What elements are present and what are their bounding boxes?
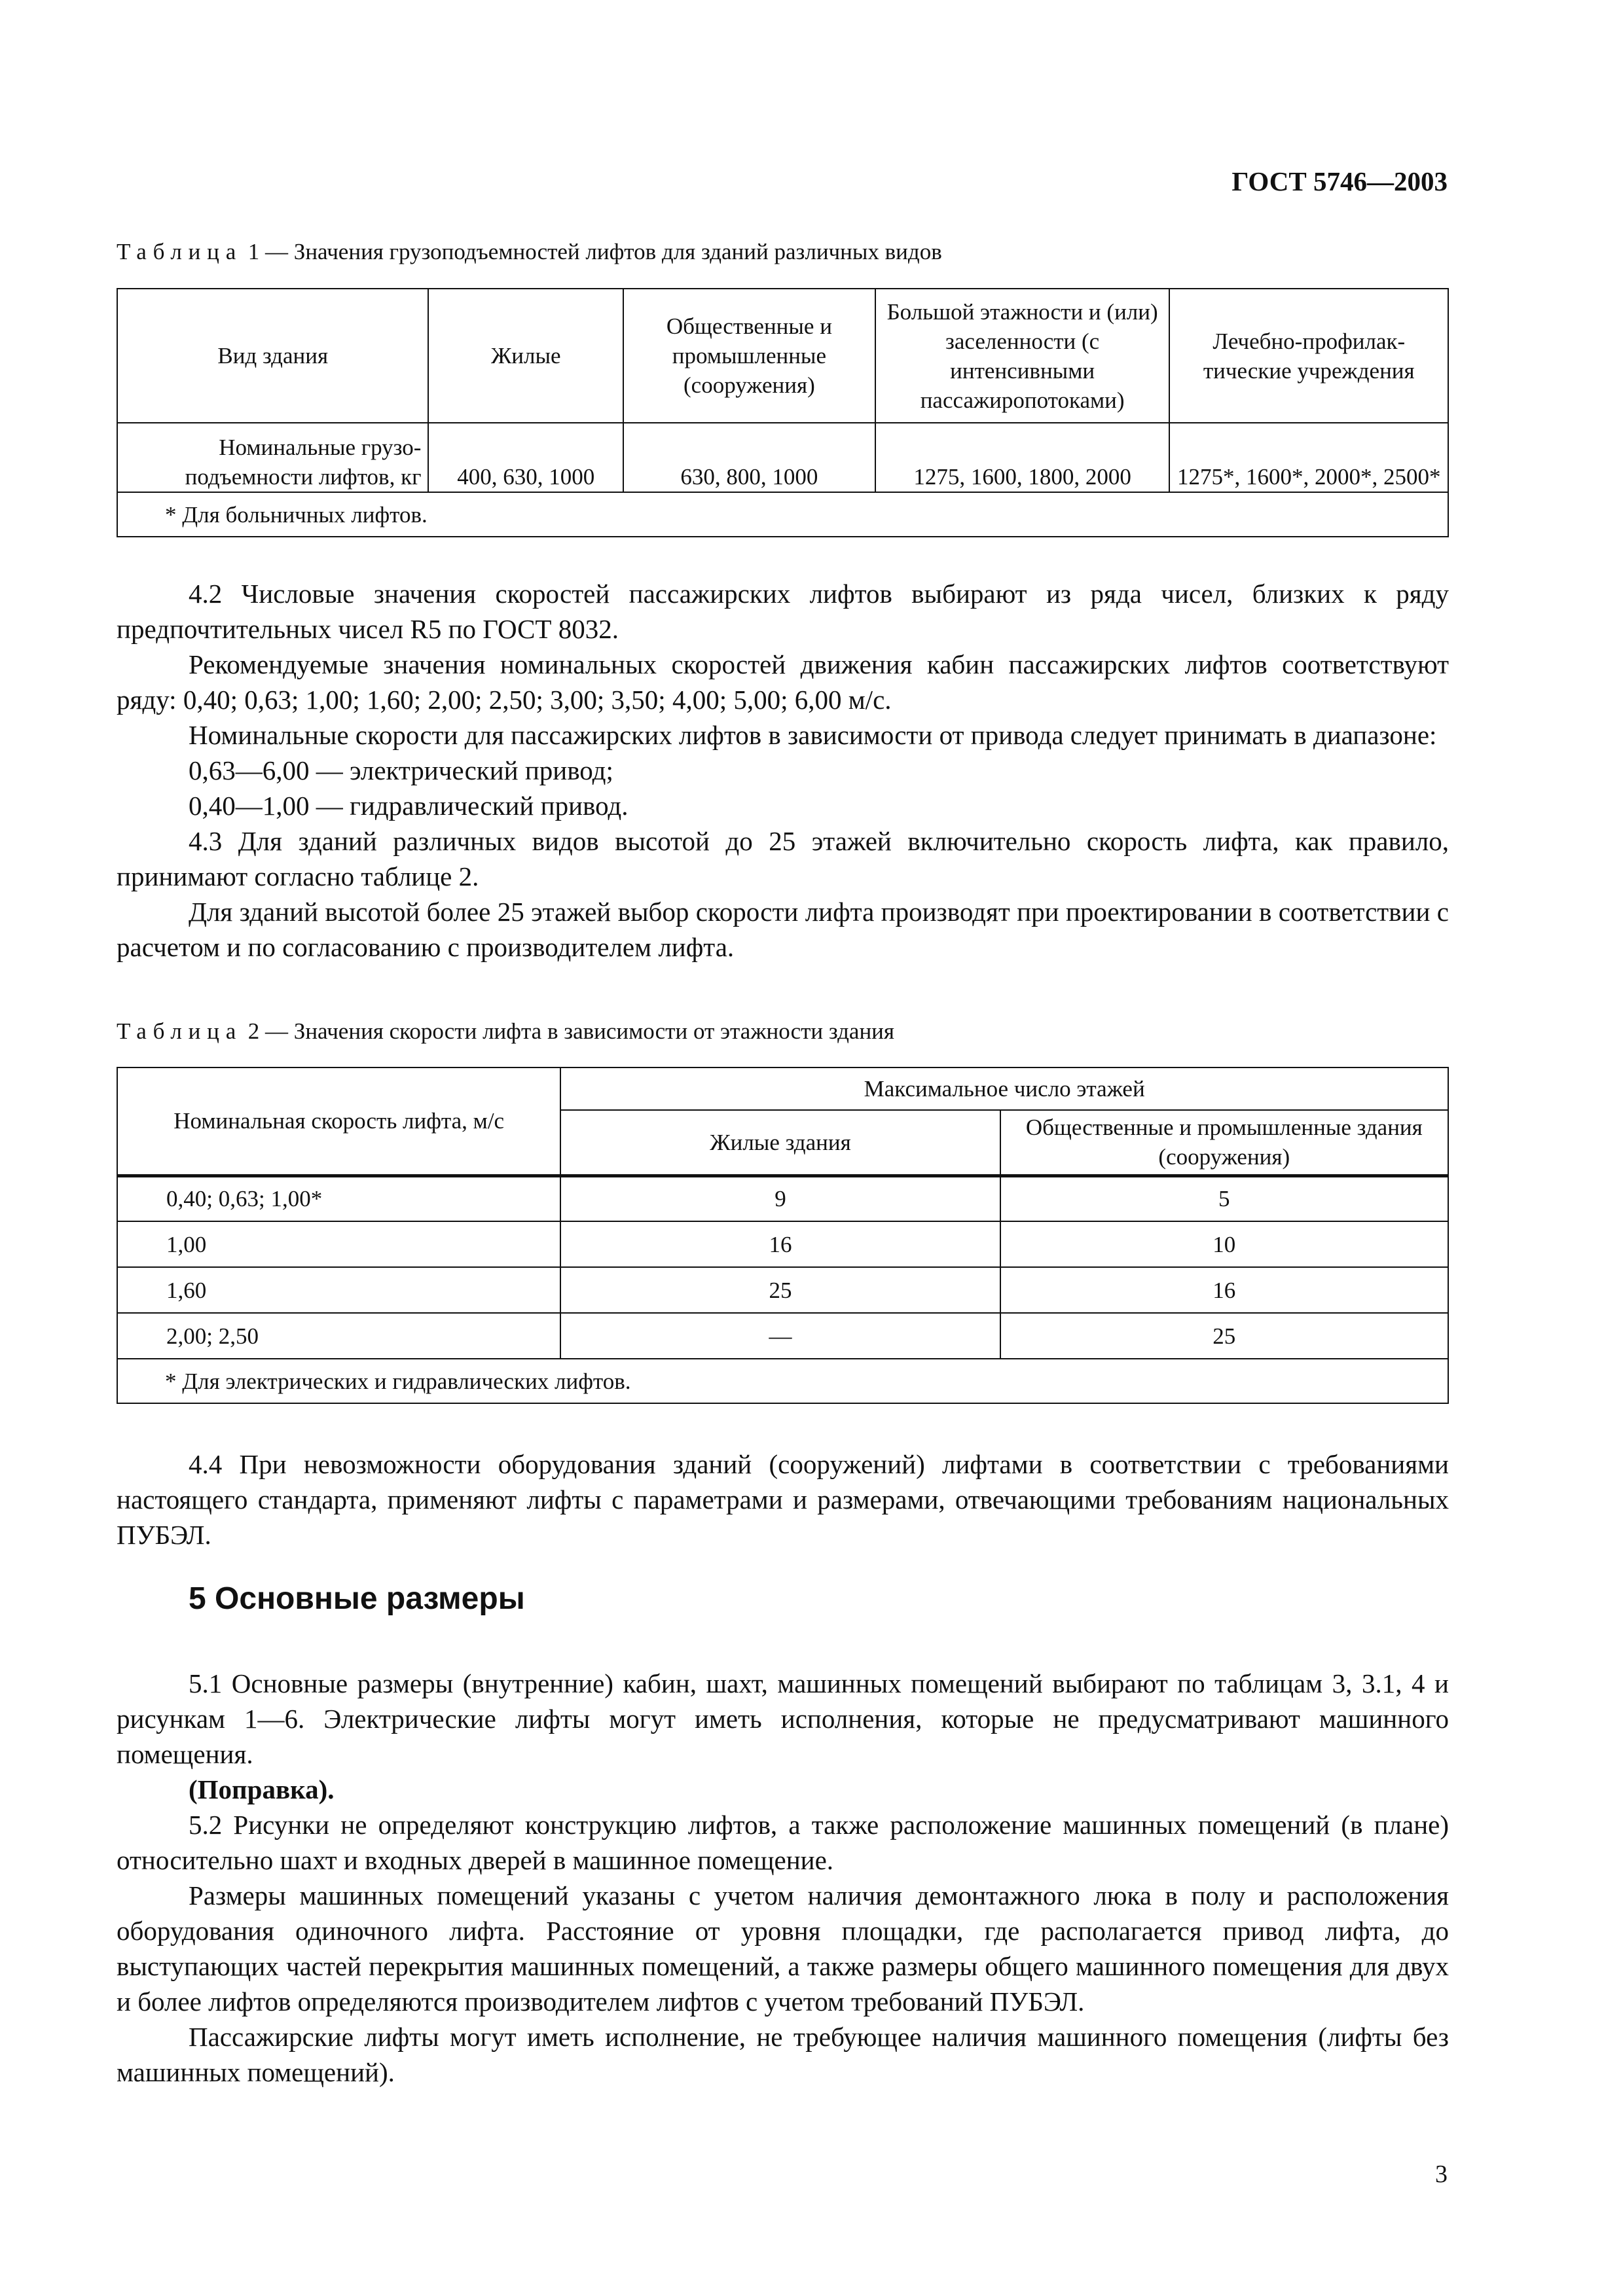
- table2-cell: —: [560, 1313, 1000, 1359]
- table2-cell: 16: [1000, 1267, 1448, 1313]
- table2-caption-text: 2 — Значения скорости лифта в зависимости от этажности здания: [242, 1018, 895, 1044]
- table1-caption-prefix: Таблица: [117, 239, 243, 264]
- paragraph: 0,63—6,00 — электрический привод;: [189, 755, 613, 785]
- table1-cell: 1275*, 1600*, 2000*, 2500*: [1169, 423, 1448, 492]
- paragraph: 4.2 Числовые значения скоростей пассажирских лифтов выбирают из ряда чисел, близких к ряду предпочтительных чисел R5 по ГОСТ 8032.: [117, 579, 1449, 644]
- table2-header-speed: Номинальная скорость лифта, м/с: [117, 1067, 560, 1175]
- paragraph: Номинальные скорости для пассажирских лифтов в зависимости от привода следует принимать в диапазоне:: [189, 720, 1437, 750]
- table2-cell: 2,00; 2,50: [117, 1313, 560, 1359]
- paragraph: 5.1 Основные размеры (внутренние) кабин, шахт, машинных помещений выбирают по таблицам 3, 3.1, 4 и рисункам 1—6. Электрические лифты могут иметь исполнения, которые не предусматривают машинного помещения.: [117, 1668, 1449, 1769]
- table2-cell: 1,60: [117, 1267, 560, 1313]
- table1-footnote: * Для больничных лифтов.: [117, 492, 1448, 537]
- table-row: [117, 1175, 1448, 1221]
- section4-text-b: [117, 1446, 1449, 1552]
- paragraph: Для зданий высотой более 25 этажей выбор скорости лифта производят при проектировании в соответствии с расчетом и по согласованию с производителем лифта.: [117, 897, 1449, 962]
- table1-header-cell: Лечебно-профилак-тические учреждения: [1169, 289, 1448, 423]
- table1-caption: [117, 239, 942, 265]
- section5-text: [117, 1666, 1449, 2090]
- table1-cell: 630, 800, 1000: [623, 423, 875, 492]
- section-title: 5 Основные размеры: [189, 1581, 525, 1616]
- table2-cell: 5: [1000, 1175, 1448, 1221]
- table2-cell: 25: [560, 1267, 1000, 1313]
- table1-header-cell: Вид здания: [117, 289, 428, 423]
- table-row: [117, 1221, 1448, 1267]
- table1-header-cell: Большой этажности и (или) заселенности (с интенсивными пассажиропотоками): [875, 289, 1170, 423]
- table2-caption-prefix: Таблица: [117, 1018, 243, 1044]
- table1-cell: Номинальные грузо-подъемности лифтов, кг: [117, 423, 428, 492]
- table2-header-public: Общественные и промышленные здания (сооружения): [1000, 1110, 1448, 1175]
- table1-footnote-row: [117, 492, 1448, 537]
- table2-footnote: * Для электрических и гидравлических лифтов.: [117, 1359, 1448, 1403]
- table-row: [117, 1313, 1448, 1359]
- table2-footnote-row: [117, 1359, 1448, 1403]
- table2-cell: 9: [560, 1175, 1000, 1221]
- table2-header-residential: Жилые здания: [560, 1110, 1000, 1175]
- table1-header-cell: Общественные и промышленные (сооружения): [623, 289, 875, 423]
- paragraph: Пассажирские лифты могут иметь исполнение, не требующее наличия машинного помещения (лифты без машинных помещений).: [117, 2022, 1449, 2087]
- table2-cell: 16: [560, 1221, 1000, 1267]
- table2-cell: 10: [1000, 1221, 1448, 1267]
- paragraph: 5.2 Рисунки не определяют конструкцию лифтов, а также расположение машинных помещений (в плане) относительно шахт и входных дверей в машинное помещение.: [117, 1810, 1449, 1875]
- amendment-note: [117, 1772, 1449, 1807]
- table-row: [117, 1267, 1448, 1313]
- table2-cell: 0,40; 0,63; 1,00*: [117, 1175, 560, 1221]
- paragraph: 4.3 Для зданий различных видов высотой до 25 этажей включительно скорость лифта, как правило, принимают согласно таблице 2.: [117, 826, 1449, 891]
- table1-cell: 400, 630, 1000: [428, 423, 623, 492]
- table1-cell: 1275, 1600, 1800, 2000: [875, 423, 1170, 492]
- document-header: ГОСТ 5746—2003: [1231, 166, 1448, 196]
- table1-header-cell: Жилые: [428, 289, 623, 423]
- paragraph: 4.4 При невозможности оборудования зданий (сооружений) лифтами в соответствии с требованиями настоящего стандарта, применяют лифты с параметрами и размерами, отвечающими требованиям национальных ПУБЭЛ.: [117, 1449, 1449, 1550]
- table2: [117, 1067, 1449, 1404]
- table1: [117, 288, 1449, 537]
- paragraph: Рекомендуемые значения номинальных скоростей движения кабин пассажирских лифтов соответствуют ряду: 0,40; 0,63; 1,00; 1,60; 2,00; 2,50; 3,00; 3,50; 4,00; 5,00; 6,00 м/с.: [117, 649, 1449, 715]
- table2-header-max: Максимальное число этажей: [560, 1067, 1448, 1110]
- table2-cell: 25: [1000, 1313, 1448, 1359]
- table2-caption: [117, 1018, 894, 1045]
- table2-cell: 1,00: [117, 1221, 560, 1267]
- table2-header-row: [117, 1067, 1448, 1110]
- section4-text-a: [117, 576, 1449, 965]
- page-number: 3: [1435, 2161, 1448, 2188]
- table1-data-row: [117, 423, 1448, 492]
- table1-header-row: [117, 289, 1448, 423]
- paragraph: Размеры машинных помещений указаны с учетом наличия демонтажного люка в полу и расположения оборудования одиночного лифта. Расстояние от уровня площадки, где располагается привод лифта, до выступающих частей перекрытия машинных помещений, а также размеры общего машинного помещения для двух и более лифтов определяются производителем лифтов с учетом требований ПУБЭЛ.: [117, 1880, 1449, 2017]
- paragraph: 0,40—1,00 — гидравлический привод.: [189, 791, 629, 821]
- amendment-label: (Поправка).: [189, 1774, 335, 1804]
- table1-caption-text: 1 — Значения грузоподъемностей лифтов для зданий различных видов: [242, 239, 942, 264]
